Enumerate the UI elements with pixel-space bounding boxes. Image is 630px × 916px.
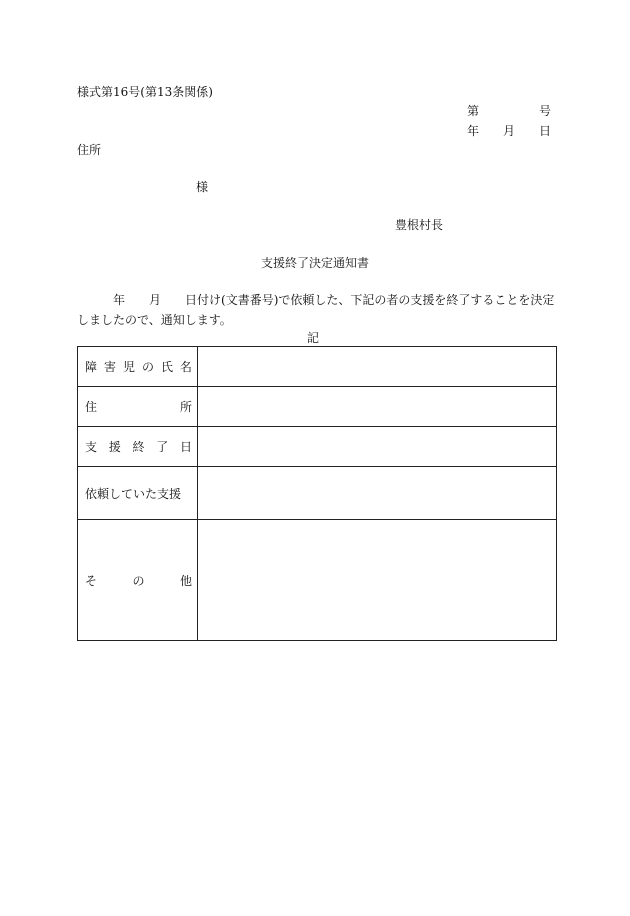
number-prefix: 第 (467, 104, 480, 118)
body-line-2: しましたので、通知します。 (77, 313, 232, 327)
body-year: 年 (113, 293, 126, 307)
row-label-child-name (78, 347, 198, 387)
label-char: 名 (179, 360, 192, 374)
label-char: そ (85, 573, 98, 588)
table-row (78, 387, 557, 427)
table-row (78, 520, 557, 641)
label-char: 障 (85, 360, 98, 374)
date-day: 日 (539, 124, 552, 138)
table-row (78, 347, 557, 387)
label-char: 児 (122, 360, 135, 374)
label-char: の (132, 573, 145, 588)
label-char: 支 (85, 440, 98, 454)
number-suffix: 号 (539, 104, 552, 118)
table-row (78, 467, 557, 520)
label-char: 住 (85, 400, 98, 414)
form-number: 様式第16号(第13条関係) (77, 85, 213, 99)
body-month: 月 (149, 293, 162, 307)
label-char: 日 (179, 440, 192, 454)
value-other[interactable] (198, 520, 557, 641)
date-month: 月 (503, 124, 516, 138)
value-end-date[interactable] (198, 427, 557, 467)
row-label-requested-support: 依頼していた支援 (78, 467, 198, 520)
row-label-end-date (78, 427, 198, 467)
record-table (77, 346, 557, 641)
date-year: 年 (467, 124, 480, 138)
label-char: 他 (179, 573, 192, 588)
issuer-name: 豊根村長 (395, 218, 444, 232)
label-char: の (141, 360, 154, 374)
body-line-1-text: 日付け(文書番号)で依頼した、下記の者の支援を終了することを決定 (185, 293, 555, 307)
label-char: 所 (179, 400, 192, 414)
label-char: 氏 (160, 360, 173, 374)
label-char: 害 (103, 360, 116, 374)
value-child-name[interactable] (198, 347, 557, 387)
row-label-other (78, 520, 198, 641)
ki-heading: 記 (307, 331, 320, 345)
table-row (78, 427, 557, 467)
label-char: 終 (132, 440, 145, 454)
document-title: 支援終了決定通知書 (260, 256, 369, 270)
label-char: 援 (108, 440, 121, 454)
body-line-1 (77, 293, 554, 307)
label-char: 了 (156, 440, 169, 454)
recipient-honorific: 様 (196, 180, 209, 194)
value-address[interactable] (198, 387, 557, 427)
row-label-address (78, 387, 198, 427)
address-label: 住所 (77, 143, 102, 157)
value-requested-support[interactable] (198, 467, 557, 520)
